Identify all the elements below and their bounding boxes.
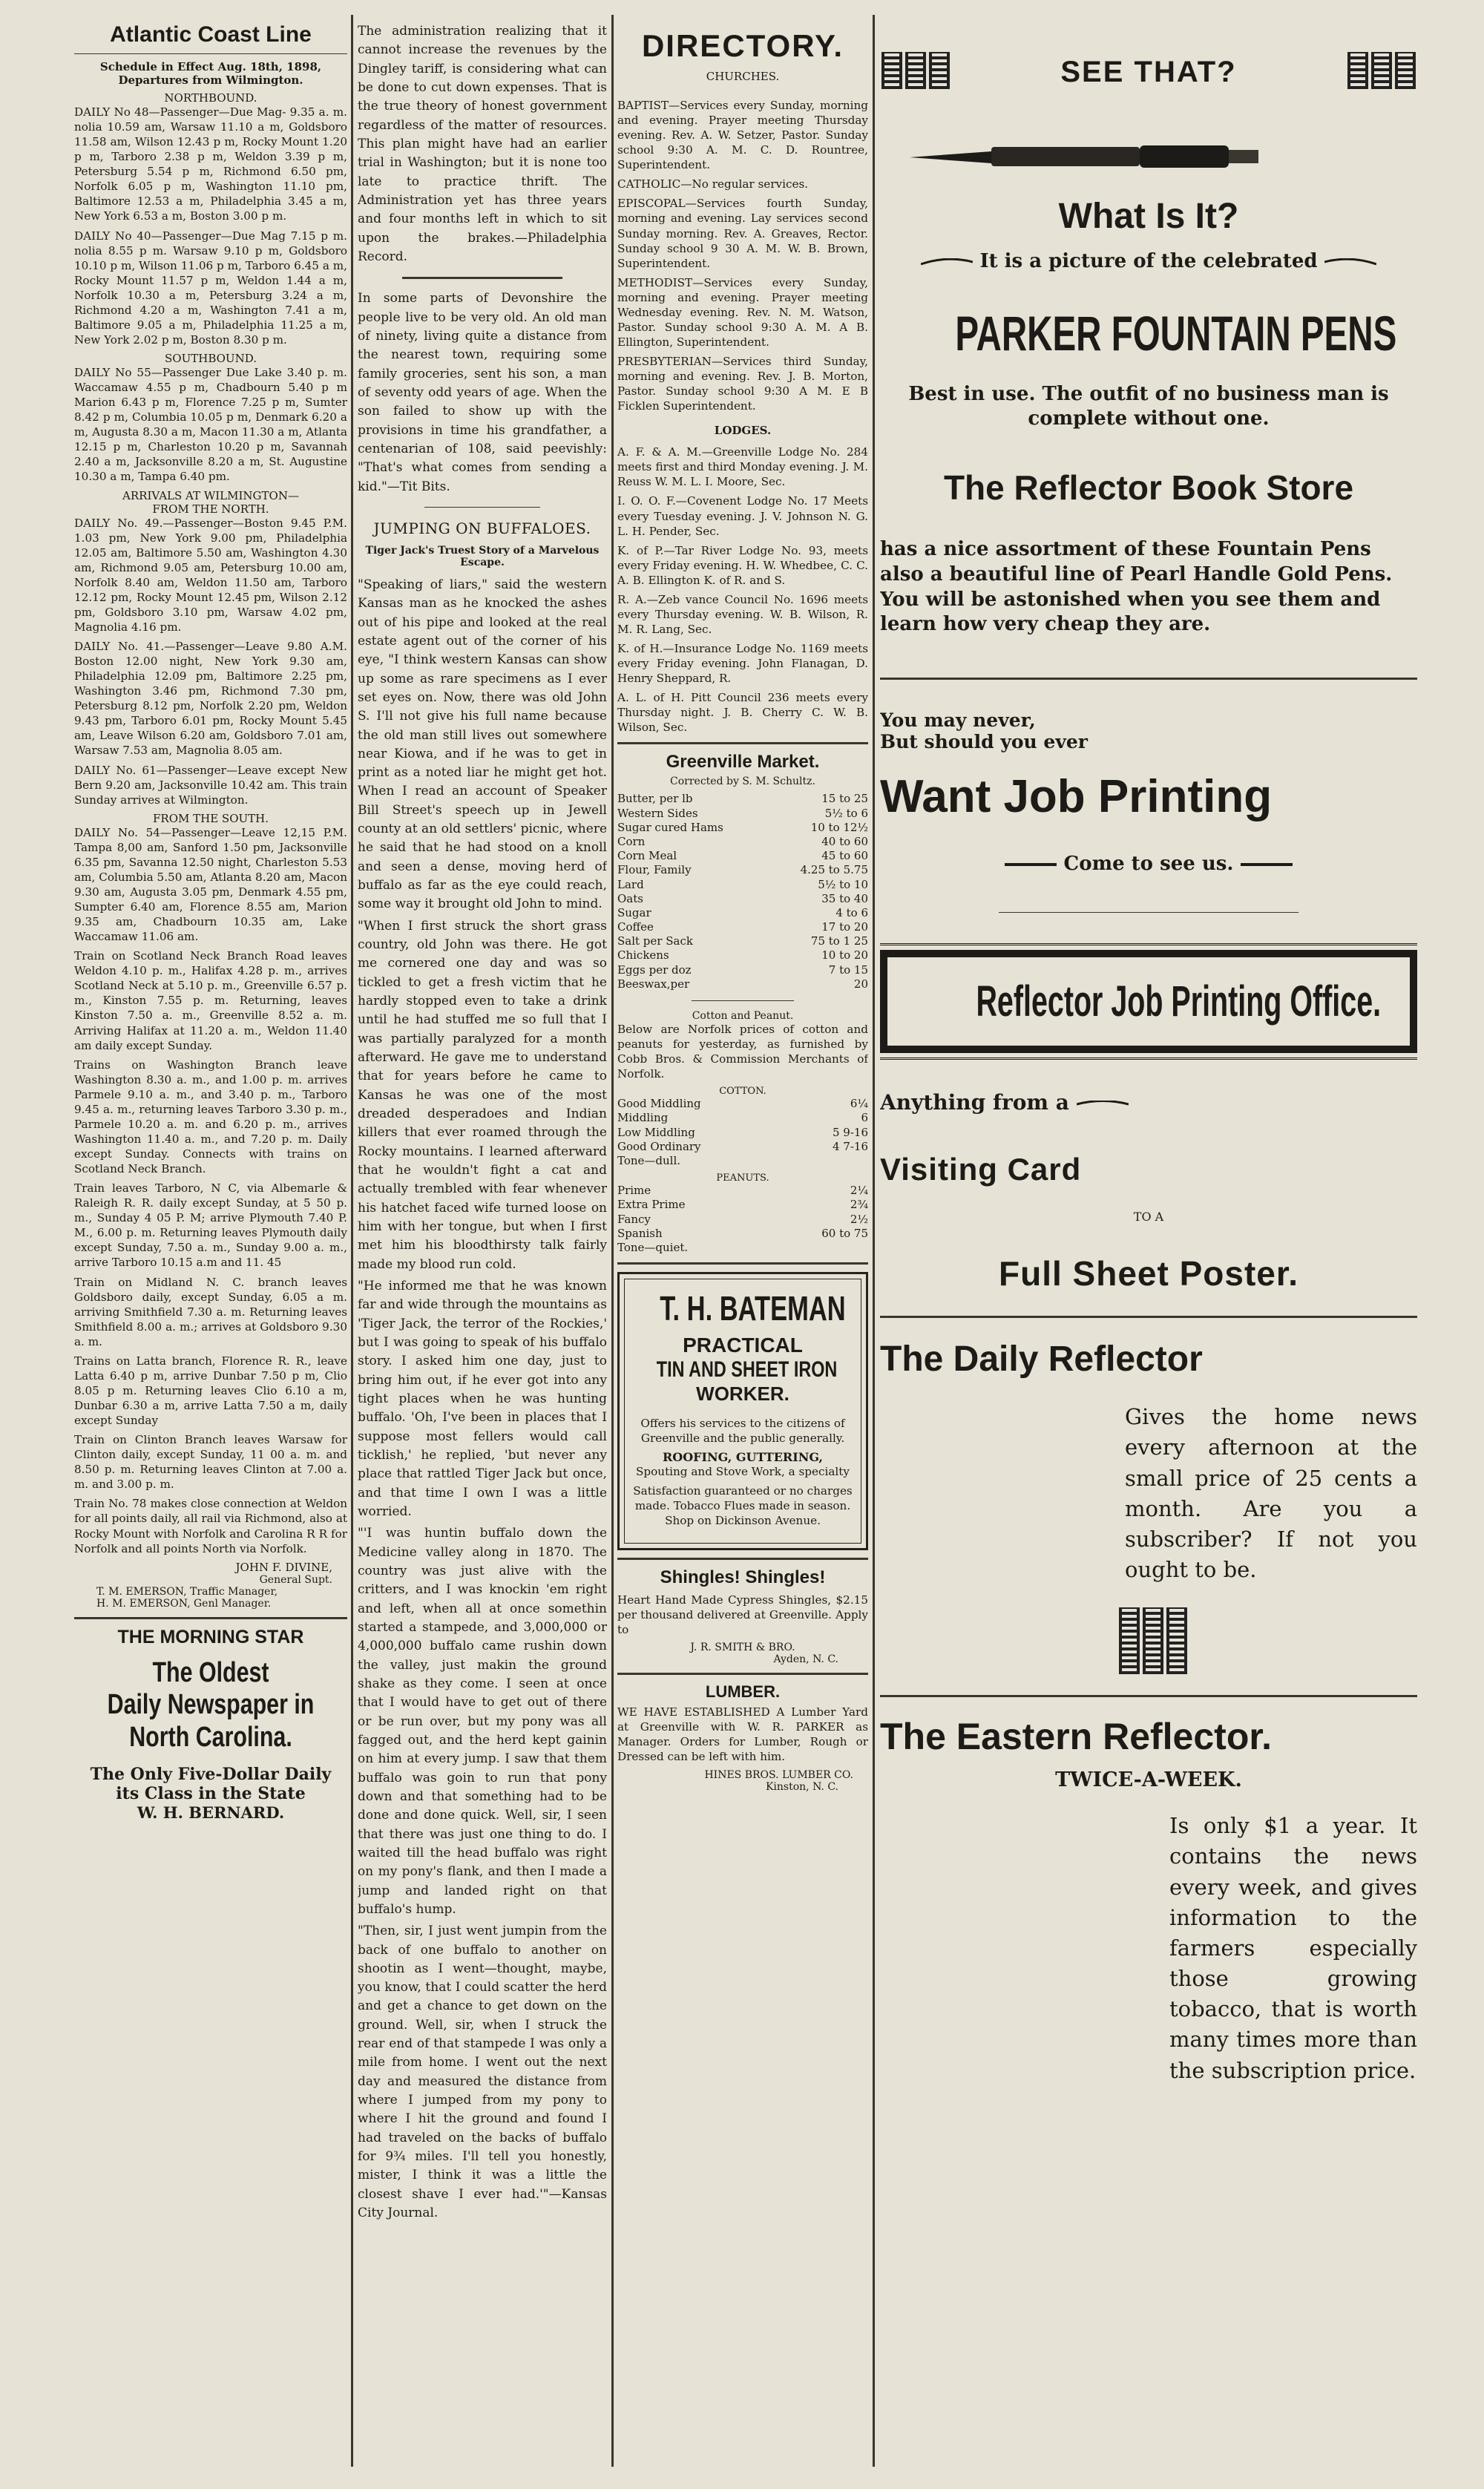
- divider: [74, 53, 347, 54]
- market-row: [617, 821, 868, 835]
- ornament-icon: [880, 52, 951, 92]
- item-name: Beeswax,per: [617, 977, 690, 991]
- item-price: 4 to 6: [835, 905, 868, 919]
- market-row: [617, 835, 868, 849]
- item-price: 17 to 20: [821, 920, 868, 934]
- see-that-row: [880, 52, 1417, 92]
- item-name: Prime: [617, 1184, 651, 1198]
- northbound-heading: NORTHBOUND.: [164, 91, 257, 105]
- market-row: [617, 863, 868, 877]
- divider: [692, 1000, 794, 1001]
- book-store-title: The Reflector Book Store: [943, 468, 1354, 507]
- market-row: [617, 948, 868, 963]
- item-price: 60 to 75: [821, 1226, 868, 1240]
- column-rule: [611, 15, 614, 2467]
- divider: [617, 1558, 868, 1560]
- column-directory: [617, 15, 868, 2459]
- cotton-note: Below are Norfolk prices of cotton and peanuts for yesterday, as furnished by Cobb Bros. & Commission Merchants of Norfolk.: [617, 1023, 868, 1081]
- signature-divine-title: General Supt.: [259, 1573, 332, 1586]
- item-price: 20: [853, 977, 868, 991]
- item-price: 4 7-16: [832, 1139, 868, 1153]
- anything-text: Anything from a: [880, 1090, 1069, 1115]
- train-55: DAILY No 55—Passenger Due Lake 3.40 p. m. Waccamaw 4.55 p m, Chadbourn 5.40 p m Marion 6.43 p m, Florence 7.25 p m, Sumter 8.42 p m, Columbia 10.05 p m, Denmark 6.20 a m, Augusta 8.30 a m, Macon 11.30 a m, Atlanta 12.15 p m, Charleston 10.20 p m, Savannah 2.40 a m, Jacksonville 8.20 a m, St. Augustine 10.30 a m, Tampa 6.40 pm.: [74, 366, 347, 484]
- best-in-use: Best in use. The outfit of no business man is complete without one.: [908, 383, 1389, 430]
- job-office-title: Reflector Job Printing Office.: [976, 977, 1382, 1026]
- peanut-row: [617, 1184, 868, 1198]
- column-railroad: [74, 15, 347, 2459]
- item-name: Flour, Family: [617, 863, 692, 877]
- market-row: [617, 892, 868, 906]
- churches-heading: CHURCHES.: [706, 70, 780, 83]
- southbound-heading: SOUTHBOUND.: [165, 352, 257, 365]
- cotton-row: [617, 1140, 868, 1154]
- lumber-text: WE HAVE ESTABLISHED A Lumber Yard at Greenville with W. R. PARKER as Manager. Orders for Lumber, Rough or Dressed can be left with him.: [617, 1705, 868, 1764]
- item-price: 4.25 to 5.75: [800, 863, 868, 877]
- item-name: Middling: [617, 1111, 669, 1125]
- divider: [880, 1695, 1417, 1697]
- bateman-text: Offers his services to the citizens of Greenville and the public generally.: [640, 1416, 845, 1445]
- may-never: You may never,: [880, 709, 1036, 732]
- buffalo-headline: JUMPING ON BUFFALOES.: [373, 519, 591, 537]
- peanut-row: [617, 1198, 868, 1212]
- market-table: [617, 792, 868, 991]
- market-corrected-by: Corrected by S. M. Schultz.: [670, 775, 815, 788]
- cotton-row: [617, 1097, 868, 1111]
- item-price: [793, 1154, 868, 1168]
- ornament-icon: [1117, 1607, 1417, 1677]
- lodge-entry: K. of H.—Insurance Lodge No. 1169 meets every Friday evening. John Flanagan, D. Henry Sheppard, R.: [617, 642, 868, 686]
- item-price: 40 to 60: [821, 834, 868, 848]
- bateman-worker: WORKER.: [696, 1382, 789, 1405]
- baptist-entry: BAPTIST—Services every Sunday, morning and evening. Prayer meeting Thursday evening. Rev. A. W. Setzer, Pastor. Sunday school 9:30 A. M. C. D. Rountree, Superintendent.: [617, 99, 868, 172]
- item-name: Western Sides: [617, 806, 698, 820]
- shingles-text: Heart Hand Made Cypress Shingles, $2.15 per thousand delivered at Greenville. Apply to: [617, 1593, 868, 1637]
- bateman-name: T. H. BATEMAN: [660, 1289, 846, 1328]
- item-price: 2¼: [850, 1184, 868, 1198]
- item-name: Corn: [617, 834, 646, 848]
- administration-item: The administration realizing that it cannot increase the revenues by the Dingley tariff, is considering what can be done to cut down expenses. That is the true theory of honest government regardless of the matter of resources. This plan might have had an earlier trial in Washington; but it is none too late to practice thrift. The Administration yet has three years and four months left in which to sit upon the brakes.—Philadelphia Record.: [358, 24, 607, 264]
- daily-reflector-text: Gives the home news every afternoon at the small price of 25 cents a month. Are you a subscriber? If not you ought to be.: [1125, 1404, 1417, 1583]
- market-row: [617, 963, 868, 977]
- bernard-text: W. H. BERNARD.: [137, 1803, 285, 1822]
- item-name: Extra Prime: [617, 1198, 686, 1212]
- flourish-icon: [1077, 1101, 1129, 1108]
- item-price: 7 to 15: [828, 963, 868, 977]
- lodge-entry: I. O. O. F.—Covenent Lodge No. 17 Meets every Tuesday evening. J. V. Johnson N. G. L. H. Pender, Sec.: [617, 494, 868, 538]
- item-name: Chickens: [617, 948, 669, 963]
- item-name: Low Middling: [617, 1125, 695, 1139]
- north-carolina-text: North Carolina.: [129, 1722, 292, 1753]
- flourish-icon: [1005, 861, 1057, 868]
- item-name: Lard: [617, 877, 644, 891]
- scotland-neck-branch: Train on Scotland Neck Branch Road leaves Weldon 4.10 p. m., Halifax 4.28 p. m., arrives Scotland Neck at 5.10 p. m., Greenville 6.57 p. m., Kinston 7.55 p. m. Returning, leaves Kinston 7.50 a. m., Greenville 8.52 a. m. Arriving Halifax at 11.20 a. m., Weldon 11.40 am daily except Sunday.: [74, 949, 347, 1052]
- schedule-line: Schedule in Effect Aug. 18th, 1898,: [99, 60, 322, 73]
- visiting-card: Visiting Card: [880, 1152, 1082, 1187]
- cotton-row: [617, 1154, 868, 1168]
- signature-emerson: T. M. EMERSON, Traffic Manager,: [96, 1585, 278, 1598]
- bateman-spouting: Spouting and Stove Work, a specialty: [636, 1464, 850, 1478]
- market-row: [617, 920, 868, 934]
- divider: [880, 678, 1417, 680]
- item-name: Oats: [617, 891, 643, 905]
- train-78: Train No. 78 makes close connection at Weldon for all points daily, all rail via Richmond, also at Rocky Mount with Norfolk and Carolina R R for Norfolk and all points North via Norfolk.: [74, 1497, 347, 1555]
- presbyterian-entry: PRESBYTERIAN—Services third Sunday, morning and evening. Rev. J. B. Morton, Pastor. Sunday school 9:30 A M. E B Ficklen Superintendent.: [617, 355, 868, 413]
- item-price: 5 9-16: [832, 1125, 868, 1139]
- buffalo-p2: "When I first struck the short grass country, old John was there. He got me cornered one day and was so tickled to get a fresh victim that he hardly stopped even to take a drink until he had stuffed me so full that I was partially paralyzed for a month afterward. He gave me to understand that for years before he came to Kansas he was one of the most dreaded desperadoes and Indian killers that ever roamed through the Rocky mountains. I learned afterward that he wouldn't fight a cat and actually trembled with fear whenever his hatchet faced wife turned loose on him with her tongue, but when I first met him his bloodthirsty talk fairly made my blood run cold.: [358, 918, 607, 1272]
- market-row: [617, 792, 868, 806]
- market-row: [617, 807, 868, 821]
- peanut-row: [617, 1213, 868, 1227]
- flourish-icon: [1241, 861, 1293, 868]
- divider: [617, 1262, 868, 1265]
- train-41: DAILY No. 41.—Passenger—Leave 9.80 A.M. Boston 12.00 night, New York 9.30 am, Philadelphia 12.09 pm, Baltimore 2.25 pm, Washington 3.46 pm, Richmond 7.30 pm, Petersburg 8.12 pm, Norfolk 2.20 pm, Weldon 9.43 pm, Tarboro 6.01 pm, Rocky Mount 5.45 am, Leave Wilson 6.20 am, Goldsboro 7.01 am, Warsaw 7.53 am, Magnolia 8.05 am.: [74, 640, 347, 758]
- episcopal-entry: EPISCOPAL—Services fourth Sunday, morning and evening. Lay services second Sunday morning. Rev. A. Greaves, Rector. Sunday school 9 30 A. M. W. B. Brown, Superintendent.: [617, 197, 868, 270]
- item-price: [769, 1241, 868, 1255]
- morning-star-title: THE MORNING STAR: [117, 1626, 304, 1647]
- book-store-text: has a nice assortment of these Fountain Pens also a beautiful line of Pearl Handle Gold Pens. You will be astonished when you see them and learn how very cheap they are.: [880, 538, 1393, 636]
- lodges-heading: LODGES.: [714, 424, 772, 438]
- bateman-practical: PRACTICAL: [683, 1333, 803, 1357]
- job-office-ad: [880, 950, 1417, 1053]
- cotton-row: [617, 1111, 868, 1125]
- buffalo-p4: "'I was huntin buffalo down the Medicine valley along in 1870. The country was just alive with the critters, and I was knockin 'em right and left, when all at once somethin started a stampede, and 3,000,000 or 4,000,000 buffalo came rushin down the valley, just makin the ground shake as they come. I seen at once that I would have to get out of there or be run over, but my pony was all fagged out, and the herd kept gainin on him at every jump. I saw that them buffalo was goin to run that pony down and that something had to be done and done quick. Well, sir, I seen that there was just one thing to do. I waited till the head buffalo was right on my pony's flank, and then I made a jump and landed right on that buffalo's hump.: [358, 1526, 607, 1917]
- come-to-see-line: [880, 853, 1417, 875]
- item-name: Butter, per lb: [617, 792, 693, 806]
- five-dollar-text: The Only Five-Dollar Daily: [90, 1764, 332, 1784]
- arrivals-heading: ARRIVALS AT WILMINGTON—: [122, 488, 299, 502]
- twice-a-week: TWICE-A-WEEK.: [1055, 1768, 1242, 1792]
- anything-line: [880, 1090, 1417, 1115]
- full-sheet-poster: Full Sheet Poster.: [999, 1254, 1298, 1293]
- cotton-table: [617, 1097, 868, 1168]
- lumber-location: Kinston, N. C.: [765, 1780, 838, 1793]
- signature-manager: H. M. EMERSON, Genl Manager.: [96, 1597, 272, 1610]
- train-49: DAILY No. 49.—Passenger—Boston 9.45 P.M. 1.03 pm, New York 9.00 pm, Philadelphia 12.05 am, Baltimore 5.50 am, Washington 4.30 am, Richmond 9.05 am, Petersburg 10.00 am, Norfolk 8.40 am, Weldon 11.50 am, Tarboro 12.12 pm, Rocky Mount 12.45 pm, Wilson 2.12 pm, Goldsboro 3.10 pm, Warsaw 4.02 pm, Magnolia 4.16 pm.: [74, 516, 347, 634]
- ornament-icon: [1346, 52, 1417, 92]
- item-price: 5½ to 6: [824, 806, 868, 820]
- departures-line: Departures from Wilmington.: [118, 73, 303, 87]
- item-name: Salt per Sack: [617, 934, 693, 948]
- bateman-text2: Satisfaction guaranteed or no charges made. Tobacco Flues made in season. Shop on Dickinson Avenue.: [633, 1483, 853, 1528]
- item-name: Coffee: [617, 920, 654, 934]
- cotton-heading: COTTON.: [719, 1086, 766, 1098]
- divider: [999, 912, 1298, 913]
- column-stories: [358, 15, 607, 2459]
- latta-branch: Trains on Latta branch, Florence R. R., leave Latta 6.40 p m, arrive Dunbar 7.50 p m, Clio 8.05 p m. Returning leaves Clio 6.10 a m, Dunbar 6.30 a m, arrive Latta 7.50 a m, daily except Sunday: [74, 1354, 347, 1428]
- peanut-table: [617, 1184, 868, 1255]
- item-price: 2½: [850, 1212, 868, 1226]
- item-price: 6: [861, 1111, 868, 1125]
- divider: [424, 507, 540, 508]
- oldest-text: The Oldest: [152, 1656, 269, 1688]
- flourish-icon: [1324, 258, 1376, 266]
- signature-divine: JOHN F. DIVINE,: [235, 1560, 332, 1574]
- divider: [617, 1673, 868, 1675]
- train-61: DAILY No. 61—Passenger—Leave except New Bern 9.20 am, Jacksonville 10.42 am. This train Sunday arrives at Wilmington.: [74, 763, 347, 807]
- shingles-signature: J. R. SMITH & BRO.: [690, 1642, 795, 1654]
- market-row: [617, 934, 868, 948]
- parker-pens-title: PARKER FOUNTAIN PENS: [955, 306, 1397, 361]
- train-48: DAILY No 48—Passenger—Due Mag- 9.35 a. m. nolia 10.59 am, Warsaw 11.10 a m, Goldsboro 11.58 am, Wilson 12.43 p m, Rocky Mount 1.20 p m, Tarboro 2.38 p m, Weldon 3.39 p m, Petersburg 5.54 p m, Richmond 6.50 pm, Norfolk 6.05 p m, Washington 11.10 pm, Baltimore 12.53 a m, Philadelphia 3.45 a m, New York 6.53 a m, Boston 3.00 p m.: [74, 105, 347, 223]
- item-price: 75 to 1 25: [810, 934, 868, 948]
- column-rule: [873, 15, 875, 2467]
- eastern-reflector-title: The Eastern Reflector.: [880, 1716, 1272, 1758]
- peanut-row: [617, 1241, 868, 1255]
- item-price: 10 to 12½: [810, 820, 868, 834]
- item-name: Eggs per doz: [617, 963, 692, 977]
- lumber-signature: HINES BROS. LUMBER CO.: [704, 1768, 853, 1781]
- buffalo-subhead: Tiger Jack's Truest Story of a Marvelous Escape.: [365, 544, 600, 568]
- item-price: 10 to 20: [821, 948, 868, 963]
- item-name: Good Middling: [617, 1097, 701, 1111]
- picture-line: [880, 250, 1417, 272]
- cotton-row: [617, 1126, 868, 1140]
- divider: [402, 277, 562, 279]
- to-a: TO A: [1133, 1210, 1164, 1224]
- peanut-heading: PEANUTS.: [716, 1173, 769, 1184]
- item-price: 45 to 60: [821, 849, 868, 863]
- peanut-row: [617, 1227, 868, 1241]
- midland-branch: Train on Midland N. C. branch leaves Goldsboro daily, except Sunday, 6.05 a m. arriving Smithfield 7.30 a. m. Returning leaves Smithfield 8.00 a. m.; arrives at Goldsboro 9.30 a. m.: [74, 1275, 347, 1348]
- market-title: Greenville Market.: [666, 752, 820, 773]
- divider: [74, 1617, 347, 1619]
- train-54: DAILY No. 54—Passenger—Leave 12,15 P.M. Tampa 8,00 am, Sanford 1.50 pm, Jacksonville 6.35 pm, Savanna 12.50 night, Charleston 5.53 am, Columbia 5.50 am, Atlanta 8.20 am, Macon 9.30 am, Augusta 3.05 pm, Denmark 4.55 pm, Sumpter 6.40 am, Florence 8.55 am, Marion 9.35 am, Chadbourn 10.35 am, Lake Waccamaw 11.06 am.: [74, 825, 347, 944]
- market-row: [617, 849, 868, 863]
- divider: [880, 1316, 1417, 1318]
- market-row: [617, 977, 868, 991]
- should-you-ever: But should you ever: [880, 731, 1088, 753]
- cotton-title: Cotton and Peanut.: [692, 1010, 794, 1022]
- methodist-entry: METHODIST—Services every Sunday, morning and evening. Prayer meeting Wednesday evening. Rev. N. M. Watson, Pastor. Sunday school 9:30 A. M. A B. Ellington, Superintendent.: [617, 275, 868, 349]
- lodge-entry: R. A.—Zeb vance Council No. 1696 meets every Thursday evening. W. B. Wilson, R. M. R. Lang, Sec.: [617, 592, 868, 636]
- item-name: Fancy: [617, 1212, 651, 1226]
- directory-title: DIRECTORY.: [641, 28, 844, 63]
- item-name: Tone—quiet.: [617, 1240, 689, 1254]
- item-name: Corn Meal: [617, 849, 677, 863]
- eastern-reflector-text: Is only $1 a year. It contains the news every week, and gives information to the farmers especially those growing tobacco, that is worth many times more than the subscription price.: [1169, 1813, 1417, 2083]
- item-price: 5½ to 10: [818, 877, 868, 891]
- from-south-heading: FROM THE SOUTH.: [153, 811, 269, 825]
- devonshire-item: In some parts of Devonshire the people live to be very old. An old man of ninety, living quite a distance from the nearest town, requiring some family groceries, sent his son, a man of seventy odd years of age. When the son failed to show up with the provisions in time his grandfather, a centenarian of 108, said peevishly: "That's what comes from sending a kid."—Tit Bits.: [358, 291, 607, 494]
- buffalo-p1: "Speaking of liars," said the western Kansas man as he knocked the ashes out of his pipe and looked at the real estate agent out of the corner of his eye, "I think western Kansas can show up some as rare specimens as I ever set eyes on. Now, there was old John S. I'll not give his full name because the old man still lives out somewhere near Kiowa, and if he was to get in print as a noted liar he might get hot. When I read an account of Speaker Bill Street's speech up in Jewell county at an old settlers' picnic, where he said that he had stood on a knoll and seen a dense, moving herd of buffalo as far as the eye could reach, some way it brought old John to mind.: [358, 577, 607, 912]
- buffalo-p5: "Then, sir, I just went jumpin from the back of one buffalo to another on shootin as I went—thought, maybe, you know, that I could scatter the herd and get a chance to get down on the ground. Well, sir, when I struck the rear end of that stampede I was only a mile from home. I went out the next day and measured the distance from where I jumped from my pony to where I hit the ground and found I had traveled on the backs of buffalo for 9¾ miles. I'll tell you honestly, mister, I think it was a little the closest shave I ever had.'"—Kansas City Journal.: [358, 1924, 607, 2221]
- picture-text: It is a picture of the celebrated: [979, 250, 1318, 272]
- what-is-it: What Is It?: [1058, 197, 1239, 236]
- fountain-pen-icon: [880, 137, 1417, 174]
- market-row: [617, 906, 868, 920]
- lodge-entry: A. L. of H. Pitt Council 236 meets every Thursday night. J. B. Cherry C. W. B. Wilson, Sec.: [617, 691, 868, 735]
- bateman-roofing: ROOFING, GUTTERING,: [663, 1449, 823, 1464]
- daily-newspaper-text: Daily Newspaper in: [107, 1689, 315, 1721]
- railroad-title: Atlantic Coast Line: [110, 22, 312, 47]
- flourish-icon: [921, 258, 973, 266]
- shingles-location: Ayden, N. C.: [773, 1653, 838, 1666]
- item-price: 15 to 25: [821, 792, 868, 806]
- item-name: Sugar cured Hams: [617, 820, 723, 834]
- item-name: Spanish: [617, 1226, 663, 1240]
- class-text: its Class in the State: [116, 1783, 306, 1803]
- lodge-entry: K. of P.—Tar River Lodge No. 93, meets every Friday evening. H. W. Whedbee, C. C. A. B. Ellington K. of R. and S.: [617, 543, 868, 587]
- market-row: [617, 878, 868, 892]
- item-price: 2¾: [850, 1198, 868, 1212]
- item-name: Tone—dull.: [617, 1154, 681, 1167]
- bateman-ad: [617, 1272, 868, 1550]
- washington-branch: Trains on Washington Branch leave Washington 8.30 a. m., and 1.00 p. m. arrives Parmele 9.10 a. m., and 3.40 p. m., Tarboro 9.45 a. m., returning leaves Tarboro 3.30 p. m., Parmele 10.20 a. m. and 6.20 p. m., arrives Washington 11.40 a. m., and 7.20 p. m. Daily except Sunday. Connects with trains on Scotland Neck Branch.: [74, 1057, 347, 1176]
- item-name: Sugar: [617, 905, 651, 919]
- from-north-heading: FROM THE NORTH.: [152, 502, 269, 516]
- divider: [617, 742, 868, 744]
- come-text: Come to see us.: [1063, 853, 1234, 876]
- item-price: 35 to 40: [821, 891, 868, 905]
- want-job-printing: Want Job Printing: [880, 771, 1273, 823]
- shingles-title: Shingles! Shingles!: [660, 1567, 826, 1588]
- train-40: DAILY No 40—Passenger—Due Mag 7.15 p m. nolia 8.55 p m. Warsaw 9.10 p m, Goldsboro 10.10 p m, Wilson 11.06 p m, Tarboro 6.45 a m, Rocky Mount 11.57 p m, Weldon 1.44 a m, Norfolk 10.30 a m, Petersburg 3.24 a m, Richmond 4.20 a m, Washington 7.41 a m, Baltimore 9.05 a m, Philadelphia 11.25 a m, New York 2.02 p m, Boston 8.30 p m.: [74, 229, 347, 347]
- item-name: Good Ordinary: [617, 1139, 701, 1153]
- see-that-title: SEE THAT?: [1060, 55, 1237, 88]
- clinton-branch: Train on Clinton Branch leaves Warsaw for Clinton daily, except Sunday, 11 00 a. m. and 8.50 p. m. Returning leaves Clinton at 7.00 a. m. and 3.00 p. m.: [74, 1433, 347, 1492]
- albemarle-branch: Train leaves Tarboro, N C, via Albemarle & Raleigh R. R. daily except Sunday, at 5 50 p. m., Sunday 4 05 P. M; arrive Plymouth 7.40 P. M., 6.00 p. m. Returning leaves Plymouth daily except Sunday, 7.50 a. m., Sunday 9.00 a. m., arrive Tarboro 10.15 a.m and 11. 45: [74, 1181, 347, 1270]
- column-rule: [351, 15, 353, 2467]
- catholic-entry: CATHOLIC—No regular services.: [617, 177, 809, 191]
- column-advertisements: [880, 15, 1417, 2459]
- lumber-title: LUMBER.: [705, 1682, 781, 1702]
- bateman-tin: TIN AND SHEET IRON: [656, 1357, 838, 1382]
- item-price: 6¼: [850, 1097, 868, 1111]
- daily-reflector-title: The Daily Reflector: [880, 1339, 1203, 1380]
- buffalo-p3: "He informed me that he was known far and wide through the mountains as 'Tiger Jack, the terror of the Rockies,' but I was going to speak of his buffalo story. I asked him one day, just to bring him out, if he ever got into any tight places when he was hunting buffalo. 'Oh, I've been in places that I suppose most fellers would call ticklish,' he replied, 'but never any place that rattled Tiger Jack but once, and that time I own I was a little worried.: [358, 1279, 607, 1519]
- lodge-entry: A. F. & A. M.—Greenville Lodge No. 284 meets first and third Monday evening. J. M. Reuss W. M. L. I. Moore, Sec.: [617, 445, 868, 489]
